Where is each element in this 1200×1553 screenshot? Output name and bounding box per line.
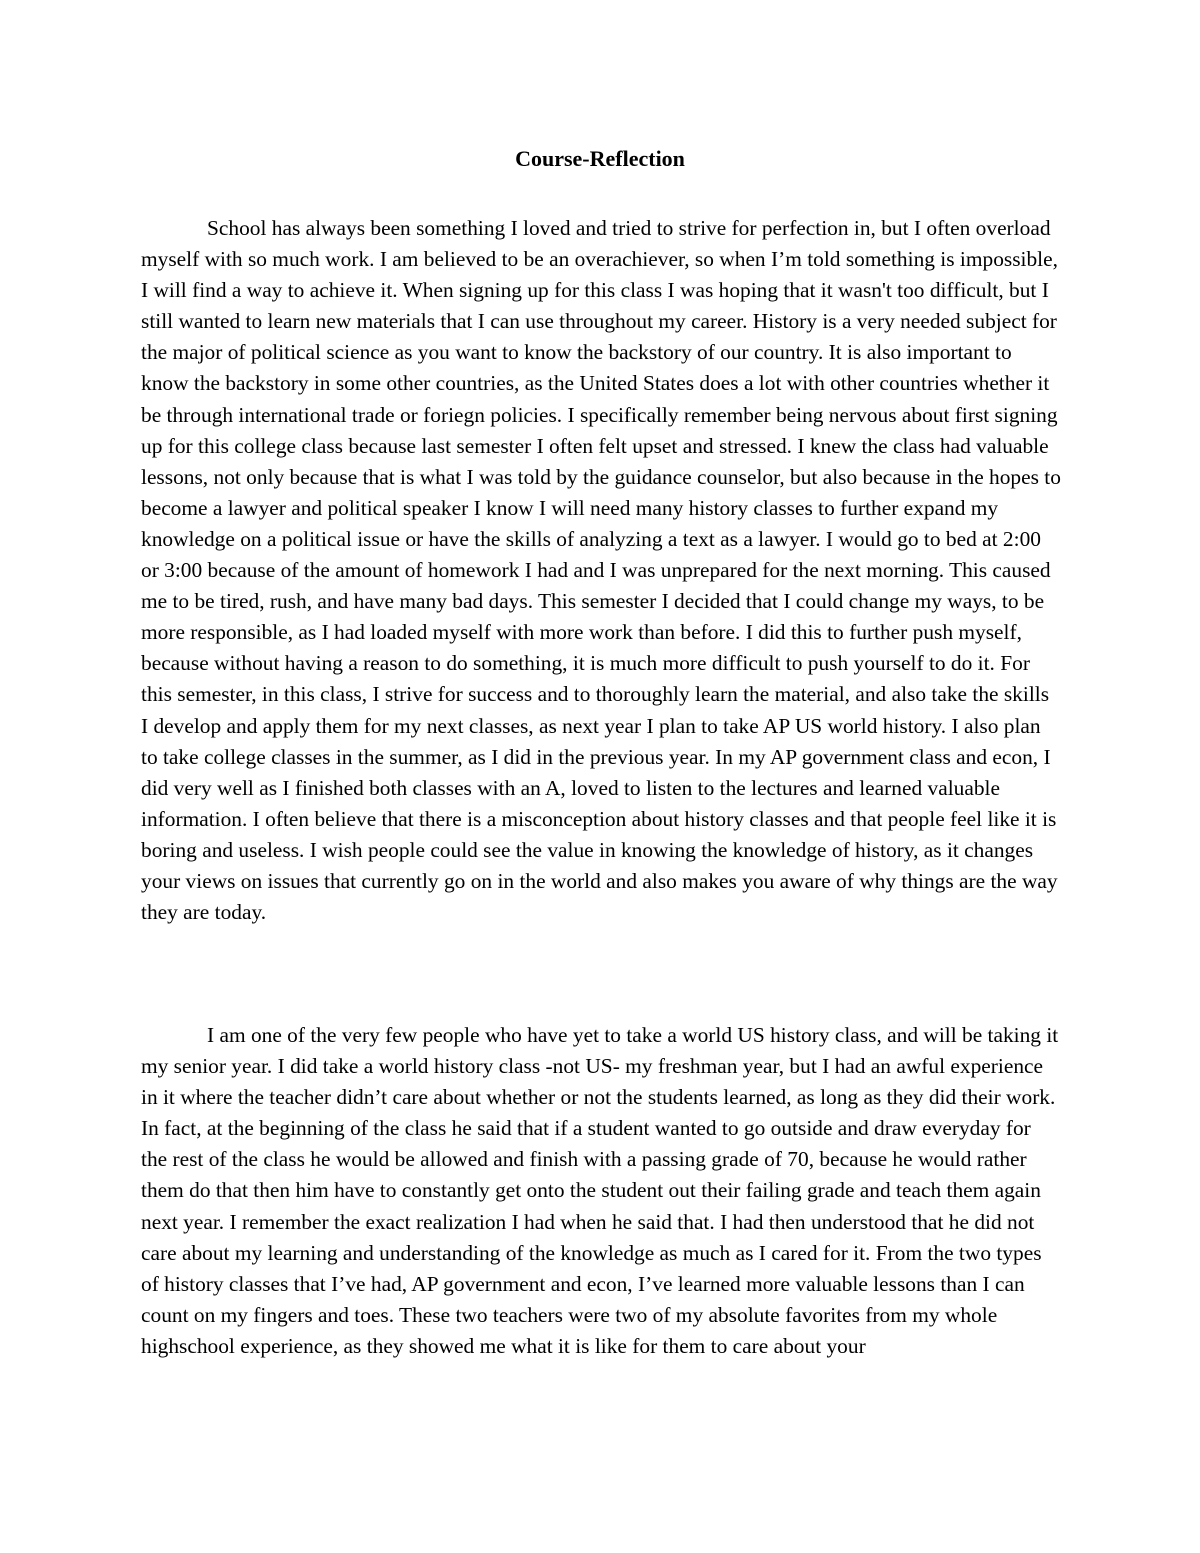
paragraph-1: School has always been something I loved and tried to strive for perfection in, but I often overload myself with so much work. I am believed to be an overachiever, so when I’m told something is impossible, I will find a way to achieve it. When signing up for this class I was hoping that it wasn't too difficult, but I still wanted to learn new materials that I can use throughout my career. History is a very needed subject for the major of political science as you want to know the backstory of our country. It is also important to know the backstory in some other countries, as the United States does a lot with other countries whether it be through international trade or foriegn policies. I specifically remember being nervous about first signing up for this college class because last semester I often felt upset and stressed. I knew the class had valuable lessons, not only because that is what I was told by the guidance counselor, but also because in the hopes to become a lawyer and political speaker I know I will need many history classes to further expand my knowledge on a political issue or have the skills of analyzing a text as a lawyer. I would go to bed at 2:00 or 3:00 because of the amount of homework I had and I was unprepared for the next morning. This caused me to be tired, rush, and have many bad days. This semester I decided that I could change my ways, to be more responsible, as I had loaded myself with more work than before. I did this to further push myself, because without having a reason to do something, it is much more difficult to push yourself to do it. For this semester, in this class, I strive for success and to thoroughly learn the material, and also take the skills I develop and apply them for my next classes, as next year I plan to take AP US world history. I also plan to take college classes in the summer, as I did in the previous year. In my AP government class and econ, I did very well as I finished both classes with an A, loved to listen to the lectures and learned valuable information. I often believe that there is a misconception about history classes and that people feel like it is boring and useless. I wish people could see the value in knowing the knowledge of history, as it changes your views on issues that currently go on in the world and also makes you aware of why things are the way they are today. <box>141 216 1061 925</box>
paragraph-2: I am one of the very few people who have yet to take a world US history class, and will be taking it my senior year. I did take a world history class -not US- my freshman year, but I had an awful experience in it where the teacher didn’t care about whether or not the students learned, as long as they did their work. In fact, at the beginning of the class he said that if a student wanted to go outside and draw everyday for the rest of the class he would be allowed and finish with a passing grade of 70, because he would rather them do that then him have to constantly get onto the student out their failing grade and teach them again next year. I remember the exact realization I had when he said that. I had then understood that he did not care about my learning and understanding of the knowledge as much as I cared for it. From the two types of history classes that I’ve had, AP government and econ, I’ve learned more valuable lessons than I can count on my fingers and toes. These two teachers were two of my absolute favorites from my whole highschool experience, as they showed me what it is like for them to care about your <box>141 1023 1059 1358</box>
document-title: Course-Reflection <box>515 146 685 171</box>
